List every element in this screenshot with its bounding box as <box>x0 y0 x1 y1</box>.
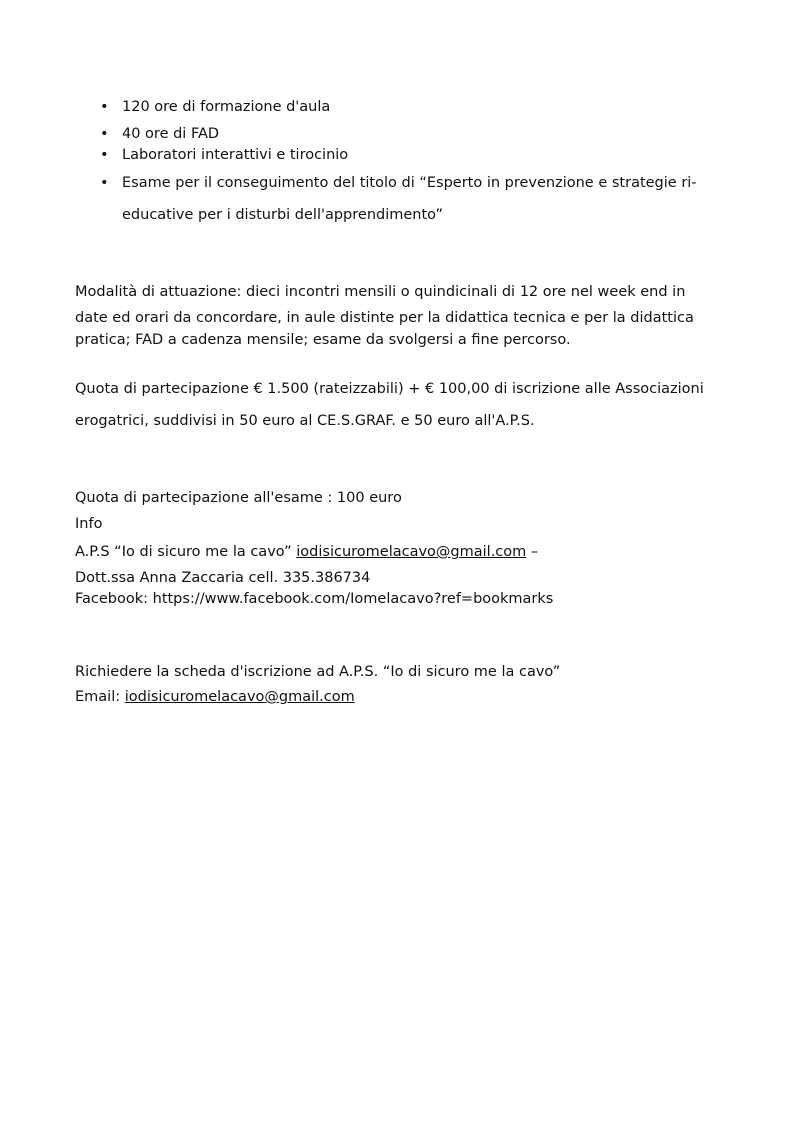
email-link[interactable]: iodisicuromelacavo@gmail.com <box>124 689 355 705</box>
contact-phone: Dott.ssa Anna Zaccaria cell. 335.386734 <box>75 570 371 586</box>
bullet-icon: • <box>100 175 109 191</box>
modalita-line-3: pratica; FAD a cadenza mensile; esame da svolgersi a fine percorso. <box>75 332 571 348</box>
modalita-line-2: date ed orari da concordare, in aule distinte per la didattica tecnica e per la didattica <box>75 310 694 326</box>
registration-request: Richiedere la scheda d'iscrizione ad A.P.S. “Io di sicuro me la cavo” <box>75 664 561 680</box>
email-label: Email: <box>75 689 125 705</box>
list-item-text: 40 ore di FAD <box>122 126 220 142</box>
aps-email-link[interactable]: iodisicuromelacavo@gmail.com <box>296 544 527 560</box>
list-item-text: 120 ore di formazione d'aula <box>122 99 331 115</box>
quota-line-1: Quota di partecipazione € 1.500 (rateizzabili) + € 100,00 di iscrizione alle Associazioni <box>75 381 704 397</box>
list-item-text: Esame per il conseguimento del titolo di “Esperto in prevenzione e strategie ri- <box>122 175 697 191</box>
quota-line-2: erogatrici, suddivisi in 50 euro al CE.S.GRAF. e 50 euro all'A.P.S. <box>75 413 535 429</box>
email-line <box>75 689 355 705</box>
list-item-text: Laboratori interattivi e tirocinio <box>122 147 349 163</box>
info-heading: Info <box>75 516 103 532</box>
bullet-icon: • <box>100 126 109 142</box>
list-item-text: educative per i disturbi dell'apprendimento” <box>122 207 444 223</box>
facebook-line: Facebook: https://www.facebook.com/Iomelacavo?ref=bookmarks <box>75 591 554 607</box>
modalita-line-1: Modalità di attuazione: dieci incontri mensili o quindicinali di 12 ore nel week end in <box>75 284 686 300</box>
bullet-icon: • <box>100 99 109 115</box>
aps-name: A.P.S “Io di sicuro me la cavo” <box>75 544 297 560</box>
exam-fee: Quota di partecipazione all'esame : 100 euro <box>75 490 402 506</box>
aps-dash: – <box>526 544 539 560</box>
aps-contact-line <box>75 544 538 560</box>
bullet-icon: • <box>100 147 109 163</box>
